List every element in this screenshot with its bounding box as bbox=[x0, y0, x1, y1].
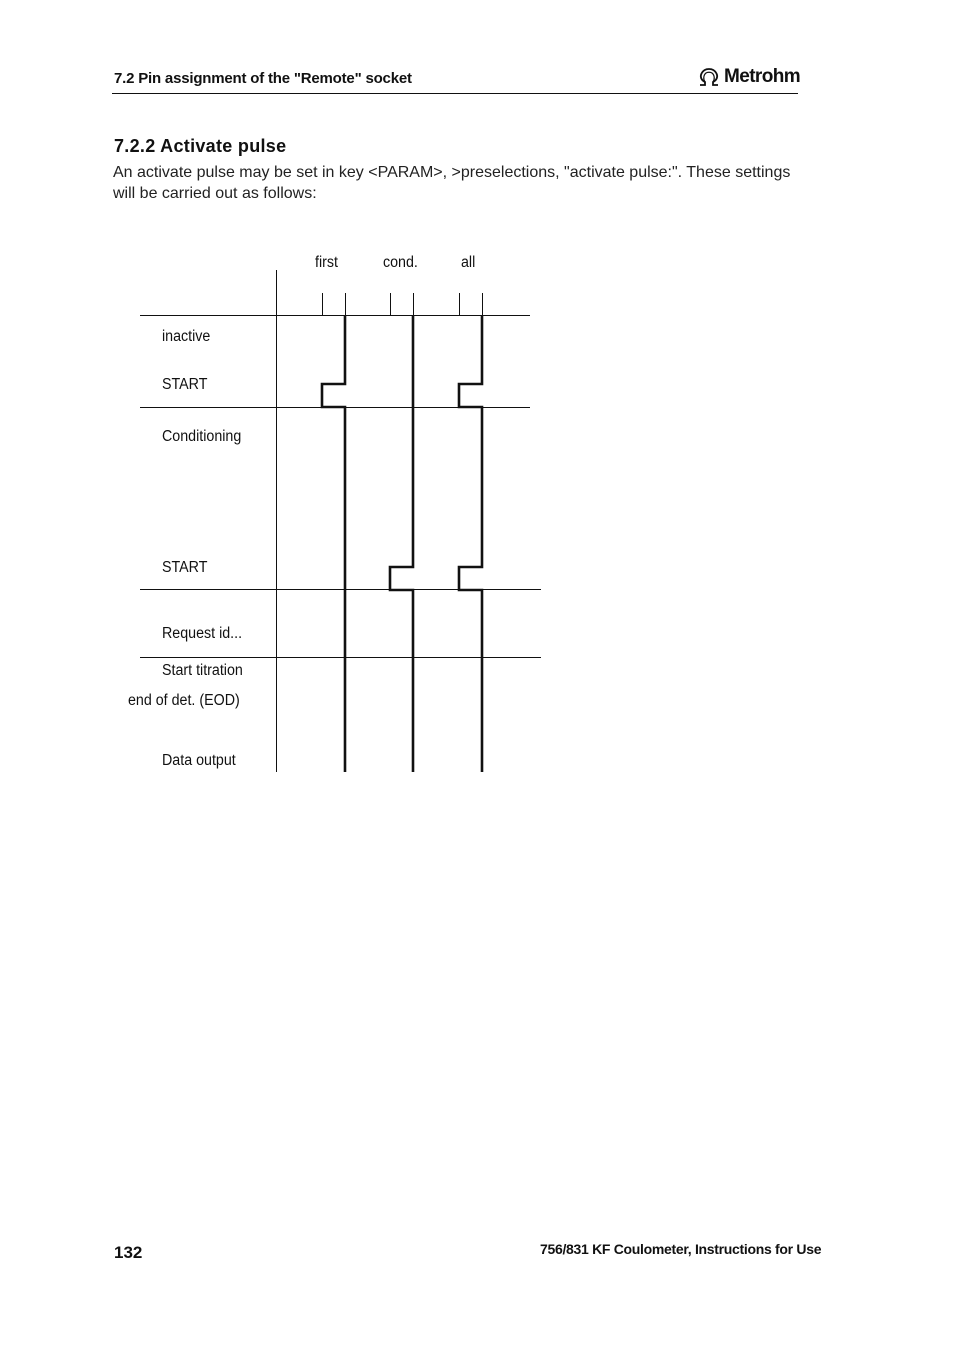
column-first: first bbox=[315, 254, 338, 271]
document-title: 756/831 KF Coulometer, Instructions for Use bbox=[540, 1241, 822, 1257]
row-start-2: START bbox=[162, 559, 208, 576]
row-start-titration: Start titration bbox=[162, 662, 243, 679]
running-header-title: 7.2 Pin assignment of the "Remote" socket bbox=[114, 70, 412, 87]
row-request-id: Request id... bbox=[162, 625, 243, 642]
row-eod: end of det. (EOD) bbox=[128, 692, 240, 709]
column-cond: cond. bbox=[383, 254, 418, 271]
brand-name: Metrohm bbox=[724, 66, 801, 87]
column-all: all bbox=[461, 254, 476, 271]
column-ticks bbox=[323, 293, 483, 315]
signal-cond bbox=[390, 316, 413, 772]
row-data-output: Data output bbox=[162, 752, 236, 769]
intro-paragraph: An activate pulse may be set in key <PARAM>, >preselections, "activate pulse:". These settings will be carried out as follows: bbox=[113, 164, 791, 202]
page-number: 132 bbox=[114, 1243, 143, 1262]
row-inactive: inactive bbox=[162, 328, 211, 345]
row-start-1: START bbox=[162, 376, 208, 393]
signal-first bbox=[322, 316, 345, 772]
section-title: 7.2.2 Activate pulse bbox=[114, 136, 287, 156]
signal-all bbox=[459, 316, 482, 772]
row-conditioning: Conditioning bbox=[162, 428, 242, 445]
